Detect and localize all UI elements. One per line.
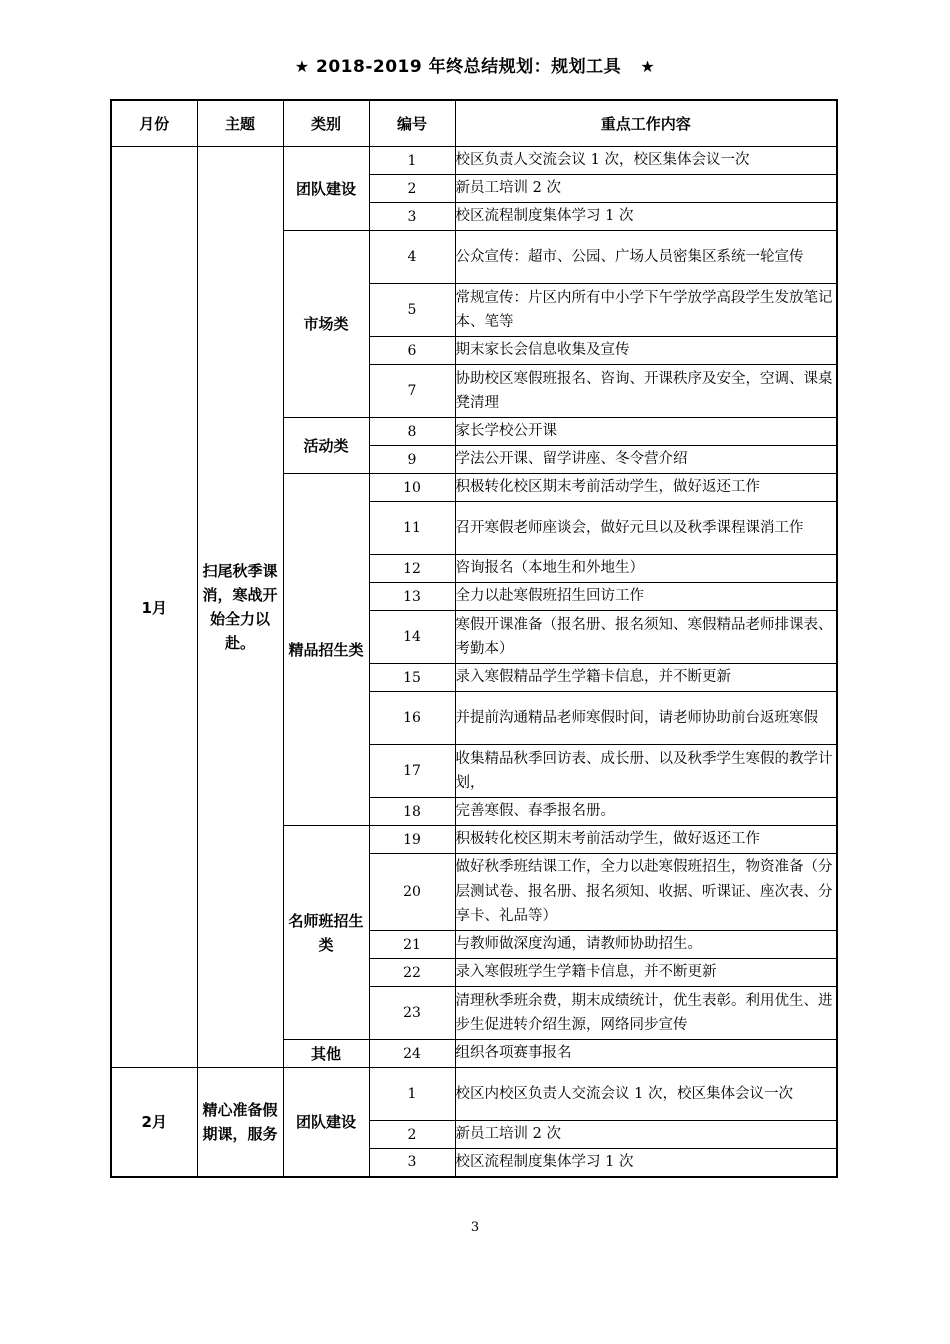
category-cell: 市场类 (283, 231, 369, 418)
row-number: 3 (369, 203, 455, 231)
table-row (111, 147, 837, 175)
table-header-row (111, 100, 837, 147)
row-number: 8 (369, 418, 455, 446)
row-number: 23 (369, 987, 455, 1040)
theme-cell: 扫尾秋季课消，寒战开始全力以赴。 (197, 147, 283, 1068)
row-number: 16 (369, 692, 455, 745)
row-number: 1 (369, 147, 455, 175)
row-content: 并提前沟通精品老师寒假时间，请老师协助前台返班寒假 (455, 692, 837, 745)
row-content: 校区流程制度集体学习 1 次 (455, 1149, 837, 1177)
header-month: 月份 (111, 100, 197, 147)
category-cell: 精品招生类 (283, 474, 369, 826)
theme-cell: 精心准备假期课，服务 (197, 1068, 283, 1177)
page-number: 3 (470, 1220, 480, 1235)
row-content: 学法公开课、留学讲座、冬令营介绍 (455, 446, 837, 474)
header-content: 重点工作内容 (455, 100, 837, 147)
row-content: 积极转化校区期末考前活动学生，做好返还工作 (455, 826, 837, 854)
row-number: 3 (369, 1149, 455, 1177)
header-category: 类别 (283, 100, 369, 147)
row-content: 校区内校区负责人交流会议 1 次，校区集体会议一次 (455, 1068, 837, 1121)
row-number: 22 (369, 959, 455, 987)
row-content: 新员工培训 2 次 (455, 175, 837, 203)
row-content: 清理秋季班余费，期末成绩统计，优生表彰。利用优生、进步生促进转介绍生源，网络同步宣传 (455, 987, 837, 1040)
row-number: 20 (369, 854, 455, 931)
row-number: 12 (369, 555, 455, 583)
row-content: 录入寒假班学生学籍卡信息，并不断更新 (455, 959, 837, 987)
row-number: 7 (369, 365, 455, 418)
row-content: 期末家长会信息收集及宣传 (455, 337, 837, 365)
row-content: 家长学校公开课 (455, 418, 837, 446)
row-number: 21 (369, 931, 455, 959)
row-number: 15 (369, 664, 455, 692)
header-theme: 主题 (197, 100, 283, 147)
page-title (0, 52, 950, 77)
row-number: 17 (369, 745, 455, 798)
row-content: 积极转化校区期末考前活动学生，做好返还工作 (455, 474, 837, 502)
row-content: 完善寒假、春季报名册。 (455, 798, 837, 826)
category-cell: 团队建设 (283, 147, 369, 231)
category-cell: 活动类 (283, 418, 369, 474)
category-cell: 团队建设 (283, 1068, 369, 1177)
row-number: 1 (369, 1068, 455, 1121)
category-cell: 名师班招生类 (283, 826, 369, 1040)
row-content: 做好秋季班结课工作，全力以赴寒假班招生，物资准备（分层测试卷、报名册、报名须知、收据、听课证、座次表、分享卡、礼品等） (455, 854, 837, 931)
row-content: 校区负责人交流会议 1 次，校区集体会议一次 (455, 147, 837, 175)
row-content: 校区流程制度集体学习 1 次 (455, 203, 837, 231)
row-content: 公众宣传：超市、公园、广场人员密集区系统一轮宣传 (455, 231, 837, 284)
row-number: 24 (369, 1040, 455, 1068)
row-number: 10 (369, 474, 455, 502)
row-number: 2 (369, 175, 455, 203)
row-content: 召开寒假老师座谈会，做好元旦以及秋季课程课消工作 (455, 502, 837, 555)
row-content: 全力以赴寒假班招生回访工作 (455, 583, 837, 611)
row-number: 11 (369, 502, 455, 555)
table-row (111, 1068, 837, 1121)
row-content: 咨询报名（本地生和外地生） (455, 555, 837, 583)
row-content: 协助校区寒假班报名、咨询、开课秩序及安全，空调、课桌凳清理 (455, 365, 837, 418)
month-cell: 1月 (111, 147, 197, 1068)
header-number: 编号 (369, 100, 455, 147)
row-content: 常规宣传：片区内所有中小学下午学放学高段学生发放笔记本、笔等 (455, 284, 837, 337)
month-cell: 2月 (111, 1068, 197, 1177)
row-number: 14 (369, 611, 455, 664)
category-cell: 其他 (283, 1040, 369, 1068)
row-number: 4 (369, 231, 455, 284)
star-icon: ★ (640, 57, 656, 76)
row-number: 9 (369, 446, 455, 474)
page-title-text: 2018-2019 年终总结规划：规划工具 (316, 57, 622, 77)
row-number: 19 (369, 826, 455, 854)
row-number: 5 (369, 284, 455, 337)
star-icon: ★ (294, 57, 310, 76)
work-plan-table (110, 99, 838, 1178)
row-content: 与教师做深度沟通，请教师协助招生。 (455, 931, 837, 959)
row-number: 18 (369, 798, 455, 826)
row-number: 13 (369, 583, 455, 611)
row-content: 收集精品秋季回访表、成长册、以及秋季学生寒假的教学计划， (455, 745, 837, 798)
row-number: 6 (369, 337, 455, 365)
row-content: 新员工培训 2 次 (455, 1121, 837, 1149)
row-content: 寒假开课准备（报名册、报名须知、寒假精品老师排课表、考勤本） (455, 611, 837, 664)
row-content: 录入寒假精品学生学籍卡信息，并不断更新 (455, 664, 837, 692)
row-number: 2 (369, 1121, 455, 1149)
row-content: 组织各项赛事报名 (455, 1040, 837, 1068)
